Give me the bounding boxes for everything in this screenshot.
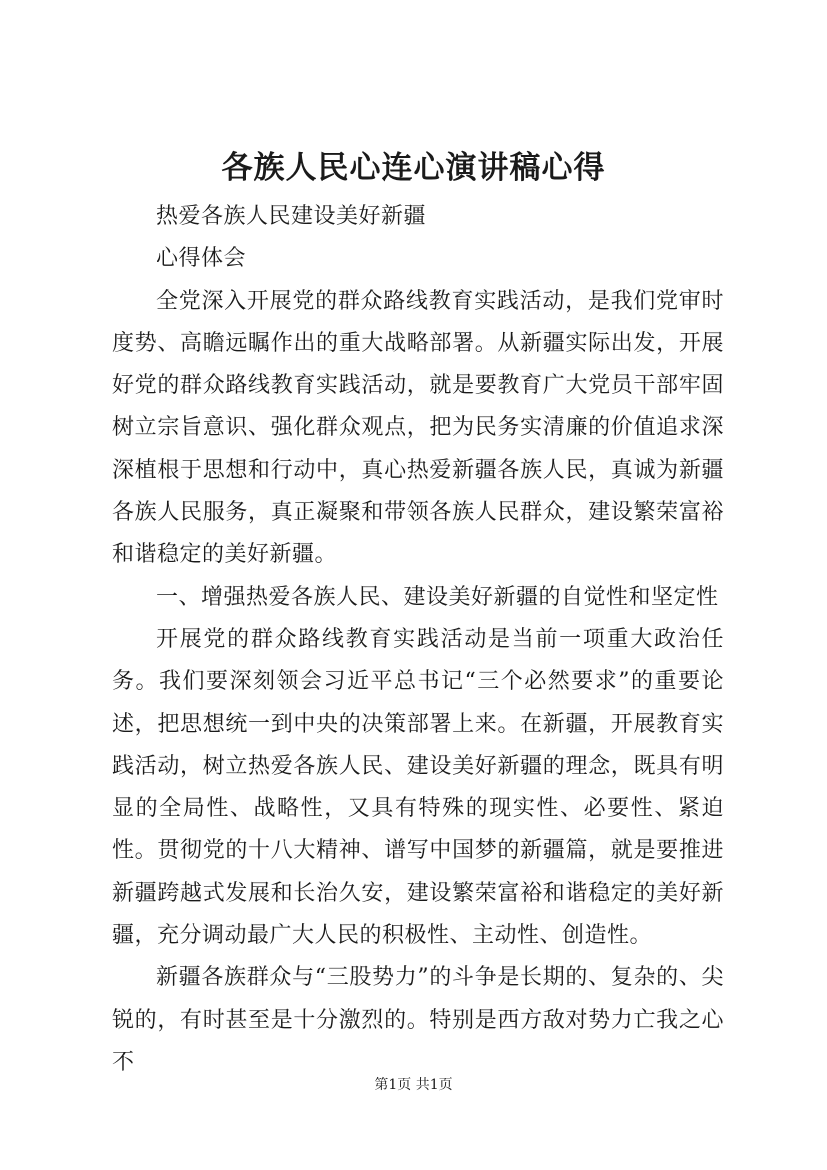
document-title: 各族人民心连心演讲稿心得 — [221, 150, 606, 186]
paragraph-body: 开展党的群众路线教育实践活动是当前一项重大政治任务。我们要深刻领会习近平总书记“三个必然要求”的重要论述，把思想统一到中央的决策部署上来。在新疆，开展教育实践活动，树立热爱各族人民、建设美好新疆的理念，既具有明显的全局性、战略性，又具有特殊的现实性、必要性、紧迫性。贯彻党的十八大精神、谱写中国梦的新疆篇，就是要推进新疆跨越式发展和长治久安，建设繁荣富裕和谐稳定的美好新疆，充分调动最广大人民的积极性、主动性、创造性。 — [112, 626, 724, 949]
paragraph-body: 新疆各族群众与“三股势力”的斗争是长期的、复杂的、尖锐的，有时甚至是十分激烈的。特别是西方敌对势力亡我之心不 — [112, 965, 724, 1075]
document-body — [112, 196, 724, 1084]
paragraph-subtitle: 热爱各族人民建设美好新疆 — [156, 204, 427, 229]
section-heading: 一、增强热爱各族人民、建设美好新疆的自觉性和坚定性 — [156, 584, 719, 610]
paragraph-intro: 全党深入开展党的群众路线教育实践活动，是我们党审时度势、高瞻远瞩作出的重大战略部署。从新疆实际出发，开展好党的群众路线教育实践活动，就是要教育广大党员干部牢固树立宗旨意识、强化群众观点，把为民务实清廉的价值追求深深植根于思想和行动中，真心热爱新疆各族人民，真诚为新疆各族人民服务，真正凝聚和带领各族人民群众，建设繁荣富裕和谐稳定的美好新疆。 — [112, 288, 724, 568]
page-footer: 第1页 共1页 — [374, 1077, 453, 1093]
paragraph-subheading: 心得体会 — [156, 246, 247, 272]
